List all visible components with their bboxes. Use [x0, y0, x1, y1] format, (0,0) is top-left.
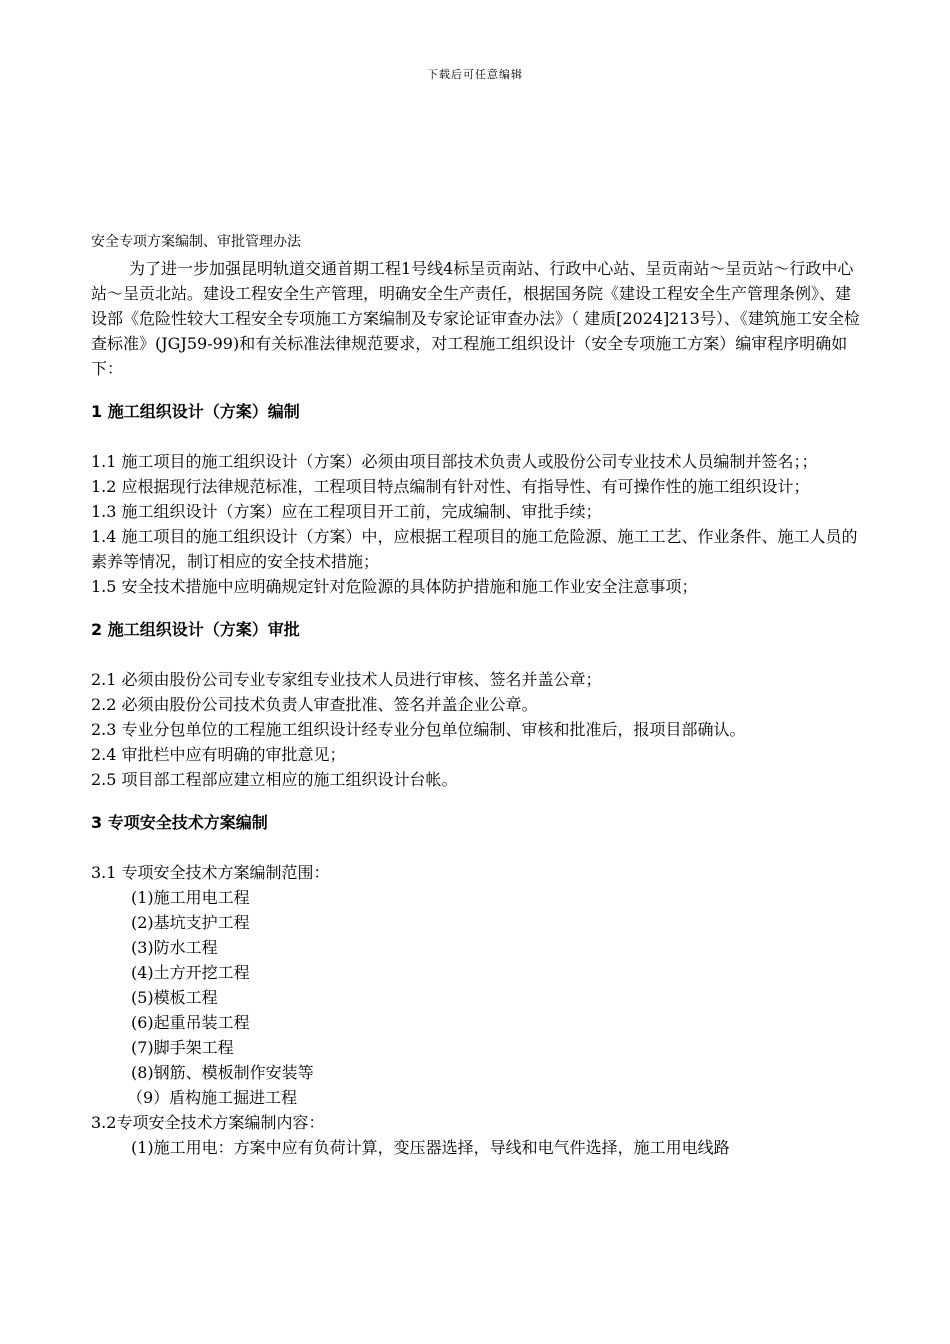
document-title: 安全专项方案编制、审批管理办法	[91, 234, 301, 250]
clause-1-5: 1.5 安全技术措施中应明确规定针对危险源的具体防护措施和施工作业安全注意事项；	[91, 577, 698, 596]
scope-item: (1)施工用电工程	[131, 888, 250, 907]
intro-paragraph	[91, 256, 866, 381]
clause-2-4: 2.4 审批栏中应有明确的审批意见；	[91, 745, 346, 764]
clause-1-1: 1.1 施工项目的施工组织设计（方案）必须由项目部技术负责人或股份公司专业技术人员编制并签名；；	[91, 452, 818, 471]
clause-3-1: 3.1 专项安全技术方案编制范围：	[91, 863, 330, 882]
section-3-heading: 3 专项安全技术方案编制	[91, 813, 268, 832]
clause-1-2: 1.2 应根据现行法律规范标准，工程项目特点编制有针对性、有指导性、有可操作性的施工组织设计；	[91, 477, 810, 496]
page-header-note: 下载后可任意编辑	[427, 68, 523, 81]
scope-item: (7)脚手架工程	[131, 1038, 234, 1057]
scope-item: (8)钢筋、模板制作安装等	[131, 1063, 314, 1082]
content-item: (1)施工用电：方案中应有负荷计算，变压器选择，导线和电气件选择，施工用电线路	[131, 1138, 730, 1157]
content-list	[91, 1135, 866, 1160]
section-2-heading: 2 施工组织设计（方案）审批	[91, 620, 300, 639]
section-1-heading: 1 施工组织设计（方案）编制	[91, 402, 300, 421]
scope-item: （9）盾构施工掘进工程	[127, 1088, 298, 1107]
scope-item: (5)模板工程	[131, 988, 218, 1007]
scope-item: (4)土方开挖工程	[131, 963, 250, 982]
clause-1-3: 1.3 施工组织设计（方案）应在工程项目开工前，完成编制、审批手续；	[91, 502, 602, 521]
clause-3-2: 3.2专项安全技术方案编制内容：	[91, 1113, 325, 1132]
scope-item: (6)起重吊装工程	[131, 1013, 250, 1032]
scope-item: (3)防水工程	[131, 938, 218, 957]
document-body	[91, 231, 866, 1160]
clause-2-5: 2.5 项目部工程部应建立相应的施工组织设计台帐。	[91, 770, 458, 789]
intro-text: 为了进一步加强昆明轨道交通首期工程1号线4标呈贡南站、行政中心站、呈贡南站～呈贡站～行政中心站～呈贡北站。建设工程安全生产管理，明确安全生产责任，根据国务院《建设工程安全生产管理条例》、建设部《危险性较大工程安全专项施工方案编制及专家论证审查办法》（ 建质[2024]213号）、《建筑施工安全检查标准》(JGJ59-99)和有关标准法律规范要求，对工程施工组织设计（安全专项施工方案）编审程序明确如下：	[91, 259, 860, 378]
clause-2-2: 2.2 必须由股份公司技术负责人审查批准、签名并盖企业公章。	[91, 695, 538, 714]
scope-list	[91, 885, 866, 1110]
clause-1-4: 1.4 施工项目的施工组织设计（方案）中，应根据工程项目的施工危险源、施工工艺、作业条件、施工人员的素养等情况，制订相应的安全技术措施；	[91, 527, 858, 571]
clause-2-3: 2.3 专业分包单位的工程施工组织设计经专业分包单位编制、审核和批准后，报项目部确认。	[91, 720, 746, 739]
scope-item: (2)基坑支护工程	[131, 913, 250, 932]
clause-2-1: 2.1 必须由股份公司专业专家组专业技术人员进行审核、签名并盖公章；	[91, 670, 602, 689]
